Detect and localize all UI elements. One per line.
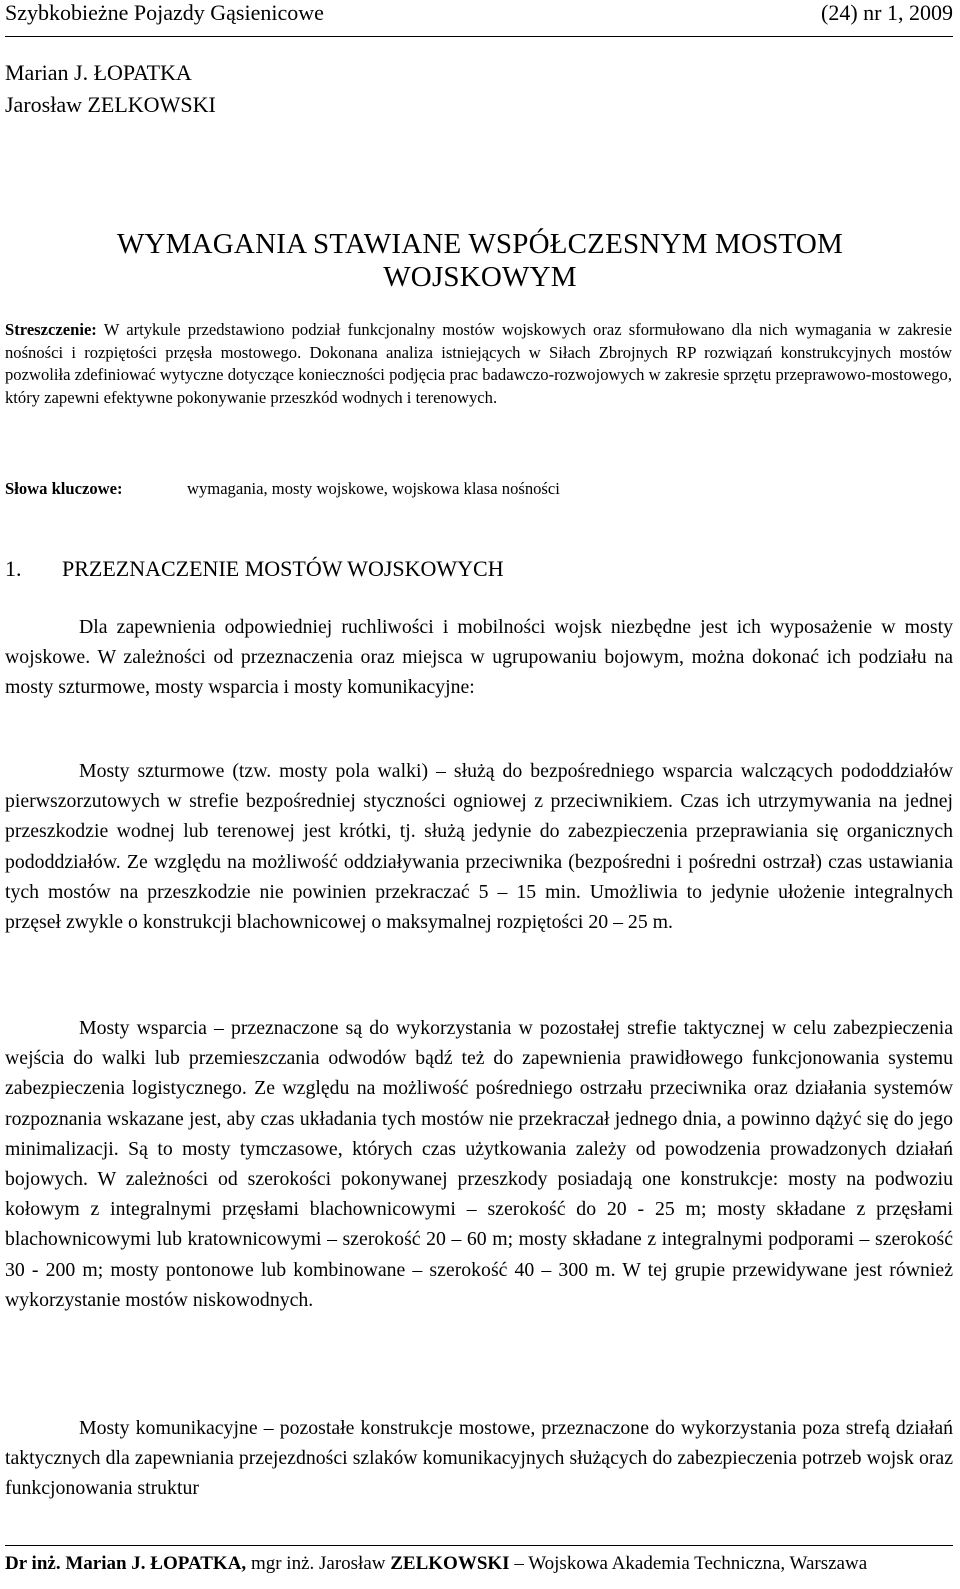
abstract (5, 319, 952, 410)
footer-title: mgr inż. Jarosław (246, 1553, 391, 1574)
author-affiliation-footer (5, 1545, 953, 1576)
footer-affiliation: – Wojskowa Akademia Techniczna, Warszawa (509, 1553, 868, 1574)
footer-author2: ZELKOWSKI (390, 1553, 510, 1574)
journal-name: Szybkobieżne Pojazdy Gąsienicowe (5, 0, 324, 25)
body-paragraph (5, 612, 953, 703)
abstract-label: Streszczenie: (5, 320, 97, 339)
paragraph-text: Mosty wsparcia – przeznaczone są do wykorzystania w pozostałej strefie taktycznej w celu zabezpieczenia wejścia do walki lub przemieszczania odwodów bądź też do zapewnienia prawidłowego funkcjonowania systemu zabezpieczenia logistycznego. Ze względu na możliwość pośredniego ostrzału przeciwnika oraz działania systemów rozpoznania wskazane jest, aby czas układania tych mostów nie przekraczał jednego dnia, a powinno dążyć się do jego minimalizacji. Są to mosty tymczasowe, których czas użytkowania zależy od powodzenia prowadzonych działań bojowych. W zależności od szerokości pokonywanej przeszkody posiadają one konstrukcje: mosty na podwoziu kołowym z integralnymi przęsłami blachownicowymi – szerokość do 20 - 25 m; mosty składane z przęsłami blachownicowymi lub kratownicowymi – szerokość 20 – 60 m; mosty składane z integralnymi podporami – szerokość 30 - 200 m; mosty pontonowe lub kombinowane – szerokość 40 – 300 m. W tej grupie przewidywane jest również wykorzystanie mostów niskowodnych. (5, 1017, 953, 1311)
keywords (5, 478, 952, 500)
title-line: WOJSKOWYM (383, 261, 577, 293)
body-paragraph (5, 1413, 953, 1504)
paragraph-text: Mosty komunikacyjne – pozostałe konstrukcje mostowe, przeznaczone do wykorzystania poza strefą działań taktycznych dla zapewniania przejezdności szlaków komunikacyjnych służących do zabezpieczenia potrzeb wojsk oraz funkcjonowania struktur (5, 1417, 953, 1500)
keywords-value: wymagania, mosty wojskowe, wojskowa klasa nośności (187, 479, 560, 498)
paper-title (0, 228, 960, 294)
section-title: PRZEZNACZENIE MOSTÓW WOJSKOWYCH (62, 556, 504, 581)
paragraph-text: Mosty szturmowe (tzw. mosty pola walki) – służą do bezpośredniego wsparcia walczących pododdziałów pierwszorzutowych w strefie bezpośredniej styczności ogniowej z przeciwnikiem. Czas ich utrzymywania na jednej przeszkodzie wodnej lub terenowej jest krótki, tj. służą jedynie do zabezpieczenia przeprawiania się organicznych pododdziałów. Ze względu na możliwość oddziaływania przeciwnika (bezpośredni i pośredni ostrzał) czas ustawiania tych mostów na przeszkodzie nie powinien przekraczać 5 – 15 min. Umożliwia to jedynie ułożenie integralnych przęseł zwykle o konstrukcji blachownicowej o maksymalnej rozpiętości 20 – 25 m. (5, 760, 953, 934)
footer-author1: Dr inż. Marian J. ŁOPATKA, (5, 1553, 247, 1574)
issue-number: (24) nr 1, 2009 (821, 0, 953, 25)
running-header (5, 0, 953, 37)
body-paragraph (5, 756, 953, 937)
abstract-text: W artykule przedstawiono podział funkcjonalny mostów wojskowych oraz sformułowano dla nich wymagania w zakresie nośności i rozpiętości przęsła mostowego. Dokonana analiza istniejących w Siłach Zbrojnych RP rozwiązań konstrukcyjnych mostów pozwoliła zdefiniować wytyczne dotyczące konieczności podjęcia prac badawczo-rozwojowych w zakresie sprzętu przeprawowo-mostowego, który zapewni efektywne pokonywanie przeszkód wodnych i terenowych. (5, 320, 952, 408)
author-name: Jarosław ZELKOWSKI (5, 92, 216, 117)
keywords-label: Słowa kluczowe: (5, 479, 123, 498)
paragraph-text: Dla zapewnienia odpowiedniej ruchliwości i mobilności wojsk niezbędne jest ich wyposażenie w mosty wojskowe. W zależności od przeznaczenia oraz miejsca w ugrupowaniu bojowym, można dokonać ich podziału na mosty szturmowe, mosty wsparcia i mosty komunikacyjne: (5, 616, 953, 699)
author-list (5, 57, 216, 121)
body-paragraph (5, 1013, 953, 1315)
title-line: WYMAGANIA STAWIANE WSPÓŁCZESNYM MOSTOM (116, 228, 844, 260)
section-heading (5, 556, 504, 582)
section-number: 1. (5, 556, 22, 581)
author-name: Marian J. ŁOPATKA (5, 60, 192, 85)
